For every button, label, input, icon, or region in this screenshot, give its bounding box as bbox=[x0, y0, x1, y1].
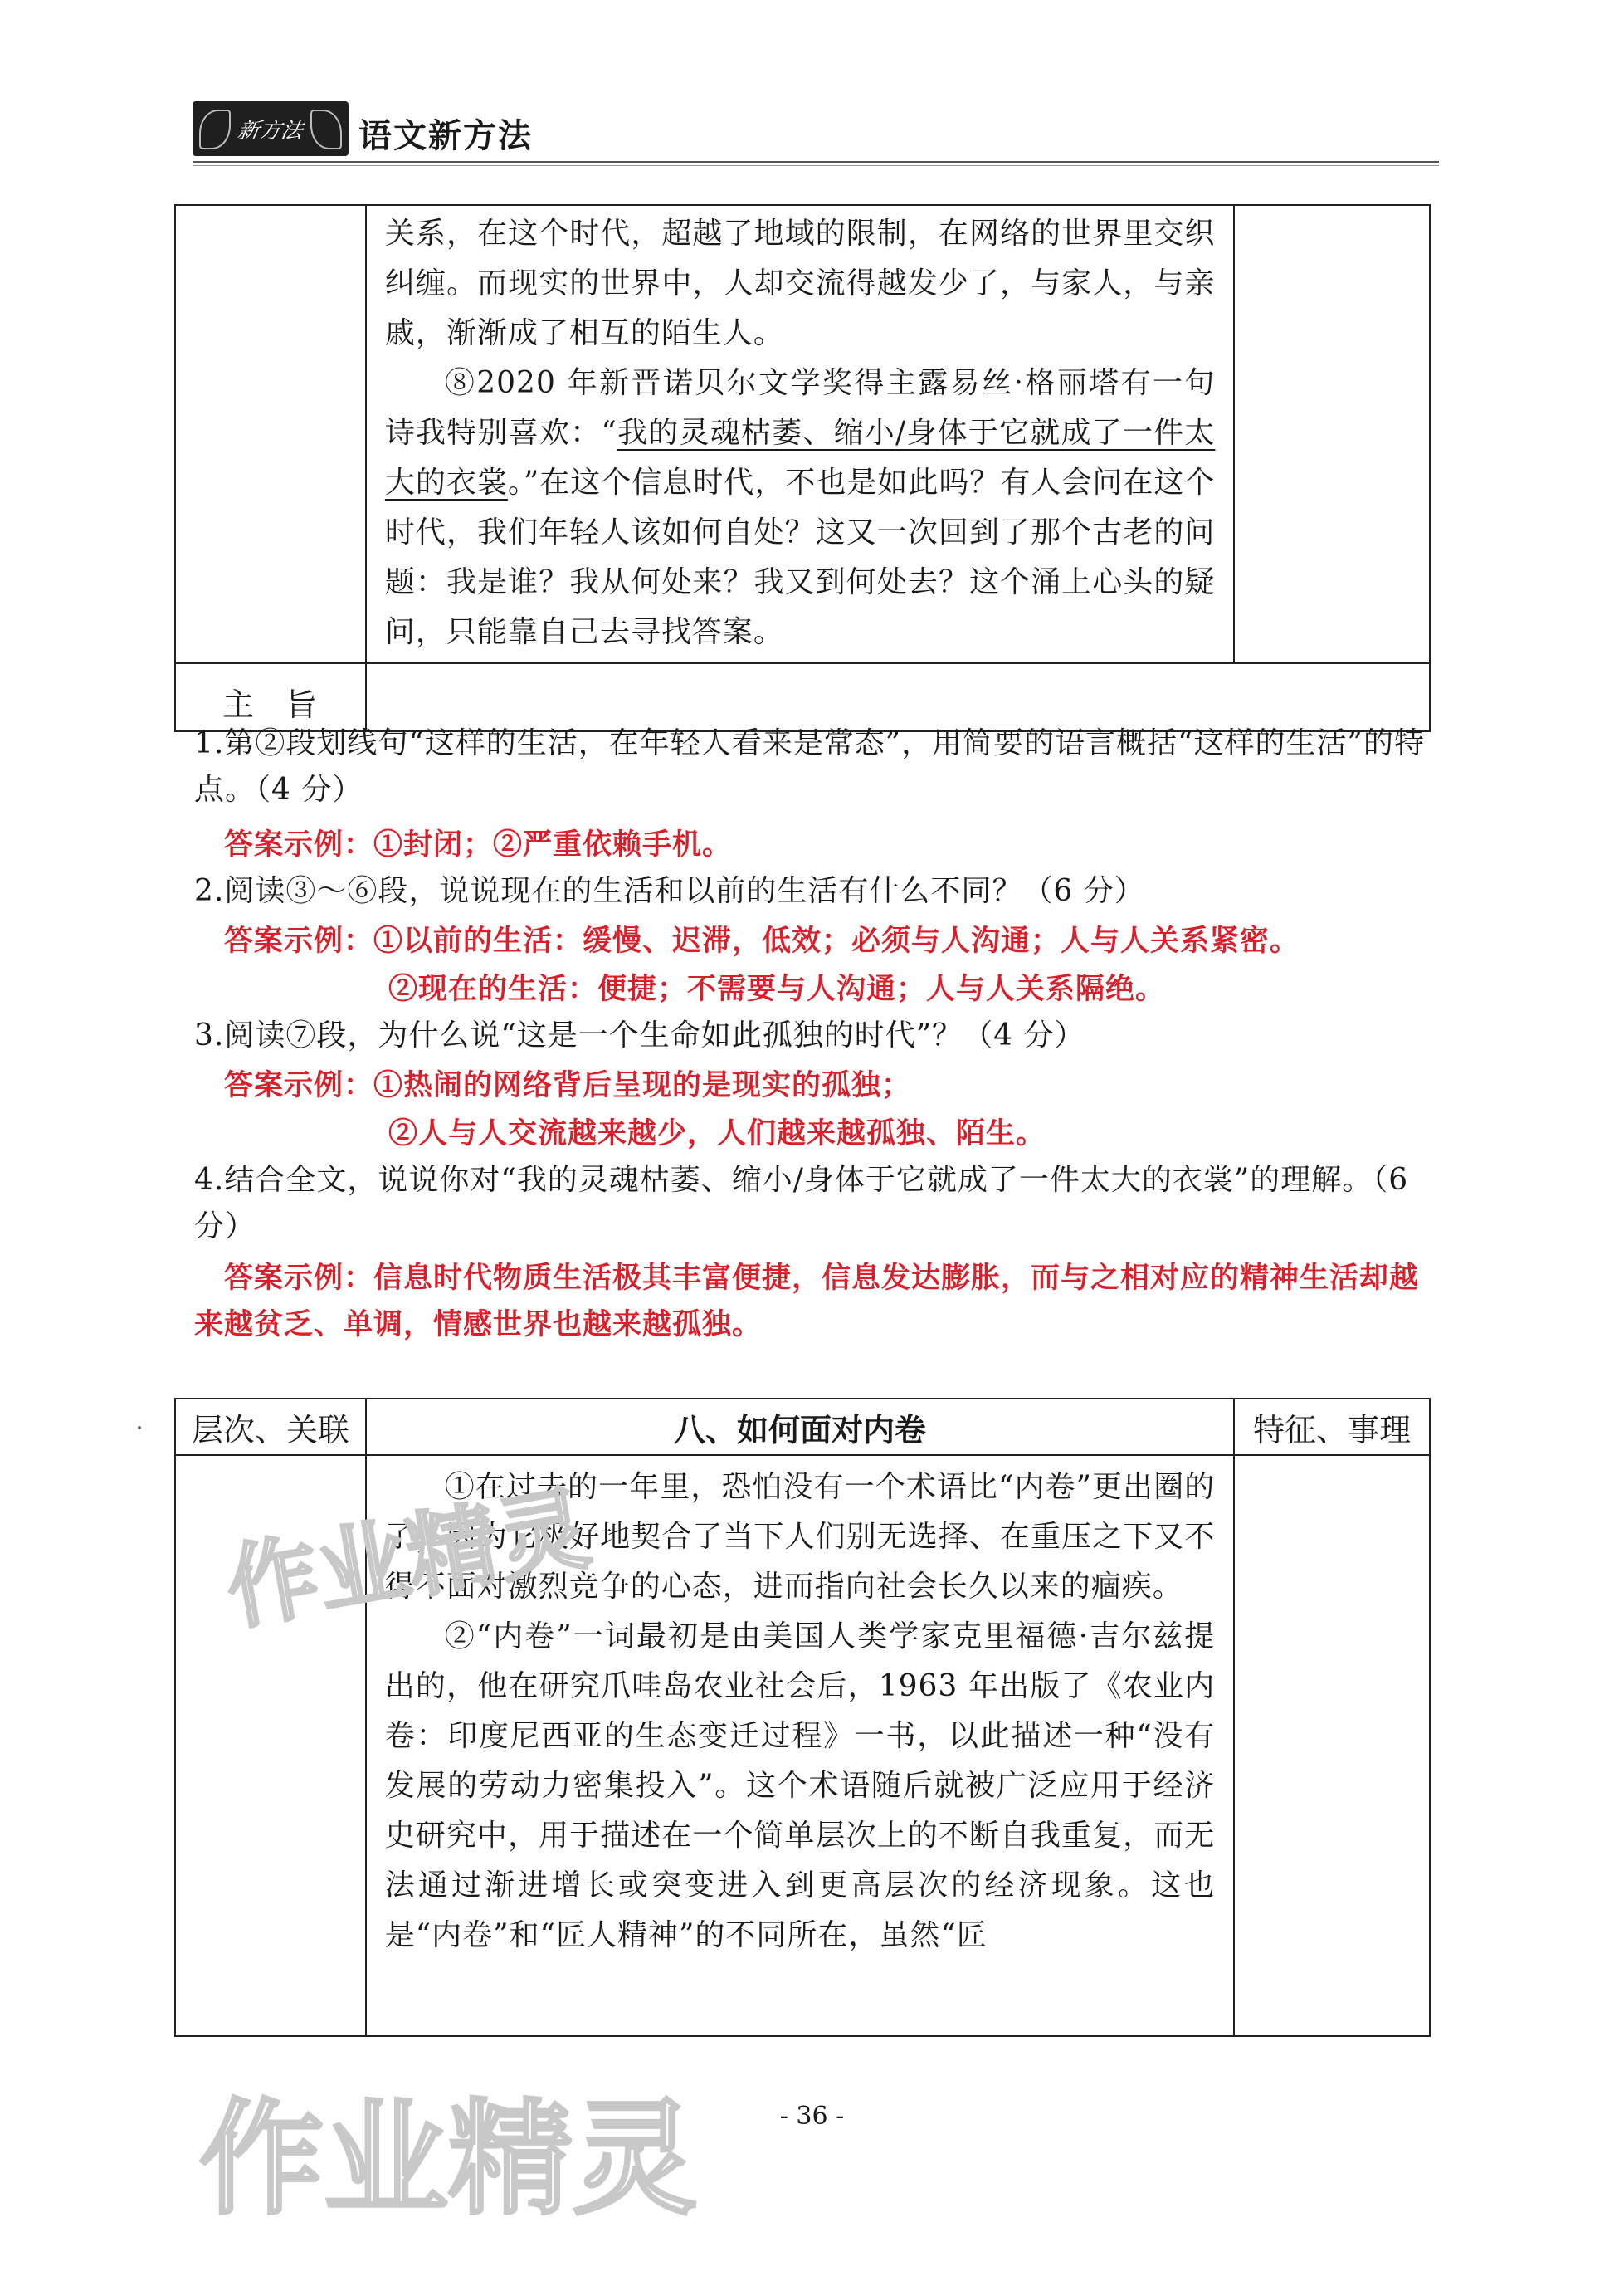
header-feature-cell bbox=[1234, 1399, 1430, 1455]
paragraph-1: ①在过去的一年里，恐怕没有一个术语比“内卷”更出圈的了，因为它极好地契合了当下人们别无选择、在重压之下又不得不面对激烈竞争的心态，进而指向社会长久以来的痼疾。 bbox=[384, 1470, 1216, 1604]
watermark-bottom: 作业精灵 bbox=[199, 2088, 698, 2232]
header-divider bbox=[193, 161, 1439, 163]
answer-4: 答案示例：信息时代物质生活极其丰富便捷，信息发达膨胀，而与之相对应的精神生活却越来越贫乏、单调，情感世界也越来越孤独。 bbox=[194, 1261, 1420, 1341]
header-title-cell bbox=[366, 1399, 1235, 1455]
col-layer-label: 层次、关联 bbox=[191, 1411, 349, 1448]
paragraph-7-end: 关系，在这个时代，超越了地域的限制，在网络的世界里交织纠缠。而现实的世界中，人却交流得越发少了，与家人，与亲戚，渐渐成了相互的陌生人。 bbox=[384, 217, 1216, 350]
question-3: 3.阅读⑦段，为什么说“这是一个生命如此孤独的时代”？（4 分） bbox=[194, 1018, 1085, 1052]
watermark-middle: 作业精灵 bbox=[218, 1474, 597, 1643]
answer-2b: ②现在的生活：便捷；不需要与人沟通；人与人关系隔绝。 bbox=[388, 972, 1166, 1006]
feature-cell-2 bbox=[1234, 1455, 1430, 2036]
question-2: 2.阅读③～⑥段，说说现在的生活和以前的生活有什么不同？（6 分） bbox=[194, 874, 1145, 908]
paragraph-8 bbox=[385, 359, 1216, 657]
page-number: - 36 - bbox=[779, 2102, 845, 2131]
wing-right-icon bbox=[310, 110, 342, 149]
passage-table-1 bbox=[174, 204, 1431, 732]
para8-lead: ⑧2020 年新晋诺贝尔文学奖得主露易丝·格丽塔有一句诗我特别喜欢：“ bbox=[384, 366, 1216, 450]
logo-text: 新方法 bbox=[235, 118, 305, 144]
question-1: 1.第②段划线句“这样的生活，在年轻人看来是常态”，用简要的语言概括“这样的生活”的特点。（4 分） bbox=[194, 726, 1425, 807]
logo bbox=[193, 101, 349, 156]
answer-2a: 答案示例：①以前的生活：缓慢、迟滞，低效；必须与人沟通；人与人关系紧密。 bbox=[224, 924, 1300, 958]
theme-label: 主 旨 bbox=[222, 686, 318, 723]
wing-left-icon bbox=[199, 110, 231, 149]
feature-cell bbox=[1234, 205, 1430, 663]
header-divider-thin bbox=[193, 165, 1439, 166]
answer-3b: ②人与人交流越来越少，人们越来越孤独、陌生。 bbox=[388, 1116, 1046, 1150]
header-layer-cell bbox=[175, 1399, 366, 1455]
answer-1: 答案示例：①封闭；②严重依赖手机。 bbox=[224, 828, 733, 862]
para8-rest: 。”在这个信息时代，不也是如此吗？有人会问在这个时代，我们年轻人该如何自处？这又一次回到了那个古老的问题：我是谁？我从何处来？我又到何处去？这个涌上心头的疑问，只能靠自己去寻找答案。 bbox=[384, 466, 1216, 649]
answer-3a: 答案示例：①热闹的网络背后呈现的是现实的孤独； bbox=[224, 1068, 912, 1102]
paragraph-2: ②“内卷”一词最初是由美国人类学家克里福德·吉尔兹提出的，他在研究爪哇岛农业社会后，1963 年出版了《农业内卷：印度尼西亚的生态变迁过程》一书，以此描述一种“没有发展的劳动力密集投入”。这个术语随后就被广泛应用于经济史研究中，用于描述在一个简单层次上的不断自我重复，而无法通过渐进增长或突变进入到更高层次的经济现象。这也是“内卷”和“匠人精神”的不同所在，虽然“匠 bbox=[384, 1619, 1216, 1952]
section-title: 八、如何面对内卷 bbox=[673, 1411, 926, 1448]
passage-cell bbox=[366, 205, 1235, 663]
stray-dot bbox=[138, 1426, 141, 1429]
layer-cell bbox=[175, 205, 366, 663]
book-title: 语文新方法 bbox=[358, 116, 533, 155]
question-4: 4.结合全文，说说你对“我的灵魂枯萎、缩小/身体于它就成了一件太大的衣裳”的理解。（6 分） bbox=[194, 1163, 1409, 1243]
underlined-quote: 我的灵魂枯萎、缩小/身体于它就成了一件太大的衣裳 bbox=[384, 416, 1216, 500]
col-feature-label: 特征、事理 bbox=[1253, 1411, 1412, 1448]
